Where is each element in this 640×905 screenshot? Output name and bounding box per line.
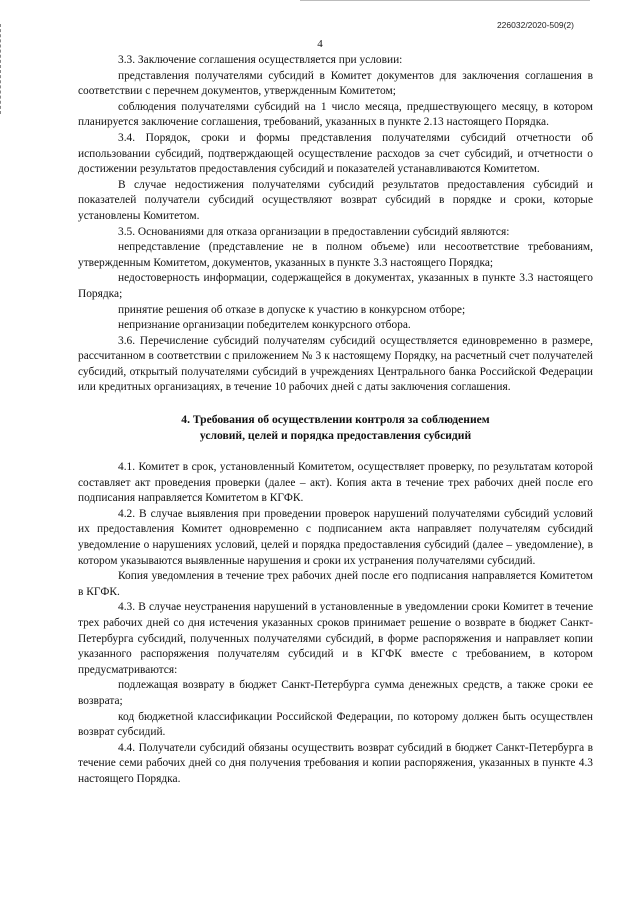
paragraph-3-6: 3.6. Перечисление субсидий получателям субсидий осуществляется единовременно в размере, рассчитанном в соответствии с приложением № 3 к настоящему Порядку, на расчетный счет получателей субсидий, открытый получателями субсидий в учреждениях Центрального банка Российской Федерации или кредитных организациях, в течение 10 рабочих дней с даты заключения соглашения. [78,334,593,394]
paragraph-4-4: 4.4. Получатели субсидий обязаны осуществить возврат субсидий в бюджет Санкт-Петербурга в течение семи рабочих дней со дня получения требования и копии распоряжения, указанных в пункте 4.3 настоящего Порядка. [78,741,593,785]
paragraph-3-3-condition-1: представления получателями субсидий в Комитет документов для заключения соглашения в соответствии с перечнем документов, утвержденным Комитетом; [78,69,593,98]
paragraph-3-5-reason-2: недостоверность информации, содержащейся в документах, указанных в пункте 3.3 настоящего Порядка; [78,272,593,300]
paragraph-4-3-item-2: код бюджетной классификации Российской Федерации, по которому должен быть осуществлен возврат субсидий. [78,710,593,739]
section-4-heading-line-1: 4. Требования об осуществлении контроля за соблюдением [181,413,490,427]
paragraph-3-3: 3.3. Заключение соглашения осуществляется при условии: [118,54,403,66]
section-4-heading [78,412,593,444]
paragraph-3-5-reason-1: непредставление (представление не в полном объеме) или несоответствие требованиям, утвержденным Комитетом, документов, указанных в пункте 3.3 настоящего Порядка; [78,241,593,269]
paragraph-4-3: 4.3. В случае неустранения нарушений в установленные в уведомлении сроки Комитет в течение трех рабочих дней со дня истечения указанных сроков принимает решение о возврате в бюджет Санкт-Петербурга субсидий, полученных получателями субсидий, в форме распоряжения и направляет копии указанного распоряжения получателям субсидий и в КГФК вместе с требованием, в котором предусматриваются: [78,601,593,676]
section-4-heading-line-2: условий, целей и порядка предоставления субсидий [199,429,472,443]
document-code: 226032/2020-509(2) [496,20,574,30]
paragraph-3-4-return: В случае недостижения получателями субсидий результатов предоставления субсидий и показателей получатели субсидий осуществляют возврат субсидий в порядке и сроки, которые установлены Комитетом. [78,178,593,222]
paragraph-4-1: 4.1. Комитет в срок, установленный Комитетом, осуществляет проверку, по результатам которой составляет акт проведения проверки (далее – акт). Копия акта в течение трех рабочих дней после его подписания направляется Комитетом в КГФК. [78,461,593,505]
scan-top-line [300,0,590,1]
paragraph-3-5-reason-3: принятие решения об отказе в допуске к участию в конкурсном отборе; [118,303,466,316]
paragraph-4-2-copy: Копия уведомления в течение трех рабочих дней после его подписания направляется Комитетом в КГФК. [78,570,593,598]
paragraph-3-4: 3.4. Порядок, сроки и формы представления получателями субсидий отчетности об использовании субсидий, подтверждающей осуществление расходов за счет субсидий, и отчетности о достижении результатов предоставления субсидий и показателей устанавливаются Комитетом. [78,131,593,176]
document-body [78,53,593,788]
page-number: 4 [317,38,323,50]
paragraph-4-2: 4.2. В случае выявления при проведении проверок нарушений получателями субсидий условий их предоставления Комитет одновременно с подписанием акта направляет получателям субсидий уведомление о нарушениях условий, целей и порядка предоставления субсидий (далее – уведомление), в котором указываются выявленные нарушения и сроки их устранения получателями субсидий. [78,507,593,567]
section-4-body [78,460,593,787]
paragraph-3-3-condition-2: соблюдения получателями субсидий на 1 число месяца, предшествующего месяцу, в котором планируется заключение соглашения, требований, указанных в пункте 2.13 настоящего Порядка. [78,100,593,129]
paragraph-4-3-item-1: подлежащая возврату в бюджет Санкт-Петербурга сумма денежных средств, а также сроки ее возврата; [78,679,593,707]
paragraph-3-5: 3.5. Основаниями для отказа организации в предоставлении субсидий являются: [118,225,510,238]
paragraph-3-5-reason-4: непризнание организации победителем конкурсного отбора. [118,319,411,332]
